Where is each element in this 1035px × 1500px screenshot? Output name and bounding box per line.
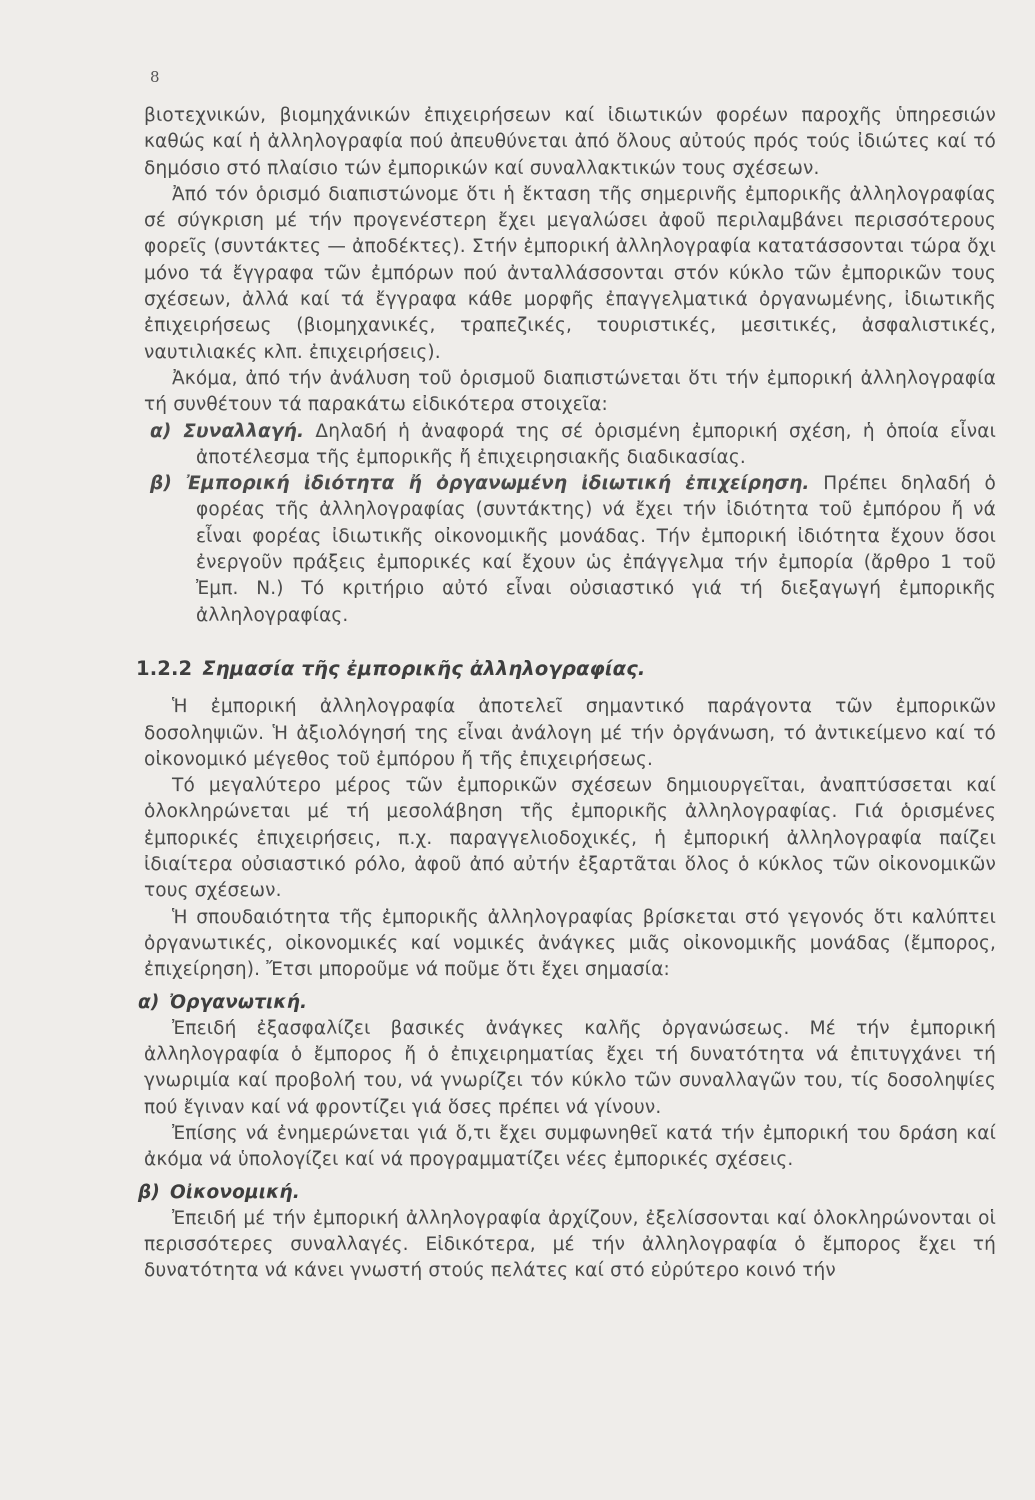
section-title: Σημασία τῆς ἐμπορικῆς ἀλληλογραφίας. [202, 656, 646, 680]
subheading-organizational [138, 990, 996, 1016]
paragraph-elements-intro: Ἀκόμα, ἀπό τήν ἀνάλυση τοῦ ὁρισμοῦ διαπιστώνεται ὅτι τήν ἐμπορική ἀλληλογραφία τή συνθέτουν τά παρακάτω εἰδικότερα στοιχεῖα: [144, 367, 996, 416]
section-paragraph-1: Ἡ ἐμπορική ἀλληλογραφία ἀποτελεῖ σημαντικό παράγοντα τῶν ἐμπορικῶν δοσοληψιῶν. Ἡ ἀξιολόγησή της εἶναι ἀνάλογη μέ τήν ὀργάνωση, τό ἀντικείμενο καί τό οἰκονομικό μέγεθος τοῦ ἐμπόρου ἤ τῆς ἐπιχειρήσεως. [144, 696, 996, 770]
element-item-b-text: Πρέπει δηλαδή ὁ φορέας τῆς ἀλληλογραφίας (συντάκτης) νά ἔχει τήν ἰδιότητα τοῦ ἐμπόρου ἤ νά εἶναι φορέας ἰδιωτικῆς οἰκονομικῆς μονάδας. Τήν ἐμπορική ἰδιότητα ἔχουν ὅσοι ἐνεργοῦν πράξεις ἐμπορικές καί ἔχουν ὡς ἐπάγγελμα τήν ἐμπορία (ἄρθρο 1 τοῦ Ἐμπ. Ν.) Τό κριτήριο αὐτό εἶναι οὐσιαστικό γιά τή διεξαγωγή ἐμπορικῆς ἀλληλογραφίας. [196, 473, 996, 626]
subheading-economic-title: Οἰκονομική. [170, 1181, 300, 1203]
element-item-b [144, 471, 996, 629]
organizational-paragraph-2: Ἐπίσης νά ἐνημερώνεται γιά ὅ,τι ἔχει συμφωνηθεῖ κατά τήν ἐμπορική του δράση καί ἀκόμα νά ὑπολογίζει καί νά προγραμματίζει νέες ἐμπορικές σχέσεις. [144, 1122, 996, 1171]
page-number: 8 [150, 68, 160, 86]
element-item-b-label: β) Ἐμπορική ἰδιότητα ἤ ὀργανωμένη ἰδιωτική ἐπιχείρηση. [150, 473, 810, 495]
section-paragraph-3: Ἡ σπουδαιότητα τῆς ἐμπορικῆς ἀλληλογραφίας βρίσκεται στό γεγονός ὅτι καλύπτει ὀργανωτικές, οἰκονομικές καί νομικές ἀνάγκες μιᾶς οἰκονομικῆς μονάδας (ἔμπορος, ἐπιχείρηση). Ἔτσι μποροῦμε νά ποῦμε ὅτι ἔχει σημασία: [144, 906, 996, 981]
page-body [136, 103, 997, 1285]
paragraph-definition-scope: Ἀπό τόν ὁρισμό διαπιστώνομε ὅτι ἡ ἔκταση τῆς σημερινῆς ἐμπορικῆς ἀλληλογραφίας σέ σύγκριση μέ τήν προγενέστερη ἔχει μεγαλώσει ἀφοῦ περιλαμβάνει περισσότερους φορεῖς (συντάκτες — ἀποδέκτες). Στήν ἐμπορική ἀλληλογραφία κατατάσσονται τώρα ὄχι μόνο τά ἔγγραφα τῶν ἐμπόρων πού ἀνταλλάσσονται στόν κύκλο τῶν ἐμπορικῶν τους σχέσεων, ἀλλά καί τά ἔγγραφα κάθε μορφῆς ἐπαγγελματικά ὀργανωμένης, ἰδιωτικῆς ἐπιχειρήσεως (βιομηχανικές, τραπεζικές, τουριστικές, μεσιτικές, ἀσφαλιστικές, ναυτιλιακές κλπ. ἐπιχειρήσεις). [144, 183, 996, 363]
subheading-organizational-marker: α) [138, 991, 160, 1013]
element-item-a-text: Δηλαδή ἡ ἀναφορά της σέ ὁρισμένη ἐμπορική σχέση, ἡ ὁποία εἶναι ἀποτέλεσμα τῆς ἐμπορικῆς ἤ ἐπιχειρησιακῆς διαδικασίας. [196, 420, 997, 468]
subheading-economic [138, 1180, 996, 1206]
subheading-organizational-title: Ὀργανωτική. [169, 991, 308, 1013]
section-heading [136, 656, 996, 682]
element-item-a-label: α) Συναλλαγή. [150, 420, 305, 442]
element-item-a [144, 419, 996, 472]
economic-paragraph-1: Ἐπειδή μέ τήν ἐμπορική ἀλληλογραφία ἀρχίζουν, ἐξελίσσονται καί ὁλοκληρώνονται οἱ περισσότερες συναλλαγές. Εἰδικότερα, μέ τήν ἀλληλογραφία ὁ ἔμπορος ἔχει τή δυνατότητα νά κάνει γνωστή στούς πελάτες καί στό εὐρύτερο κοινό τήν [144, 1207, 996, 1282]
organizational-paragraph-1: Ἐπειδή ἐξασφαλίζει βασικές ἀνάγκες καλῆς ὀργανώσεως. Μέ τήν ἐμπορική ἀλληλογραφία ὁ ἔμπορος ἤ ὁ ἐπιχειρηματίας ἔχει τή δυνατότητα νά ἐπιτυγχάνει τή γνωριμία καί προβολή του, νά γνωρίζει τόν κύκλο τῶν συναλλαγῶν του, τίς δοσοληψίες πού ἔγιναν καί νά φροντίζει γιά ὅσες πρέπει νά γίνουν. [144, 1017, 996, 1118]
section-number: 1.2.2 [136, 656, 193, 680]
subheading-economic-marker: β) [138, 1181, 160, 1203]
paragraph-continuation: βιοτεχνικών, βιομηχάνικών ἐπιχειρήσεων καί ἰδιωτικών φορέων παροχῆς ὑπηρεσιών καθώς καί ἡ ἀλληλογραφία πού ἀπευθύνεται ἀπό ὅλους αὐτούς πρός τούς ἰδιώτες καί τό δημόσιο στό πλαίσιο τών ἐμπορικών καί συναλλακτικών τους σχέσεων. [144, 105, 996, 179]
section-paragraph-2: Τό μεγαλύτερο μέρος τῶν ἐμπορικῶν σχέσεων δημιουργεῖται, ἀναπτύσσεται καί ὁλοκληρώνεται μέ τή μεσολάβηση τῆς ἐμπορικῆς ἀλληλογραφίας. Γιά ὁρισμένες ἐμπορικές ἐπιχειρήσεις, π.χ. παραγγελιοδοχικές, ἡ ἐμπορική ἀλληλογραφία παίζει ἰδιαίτερα οὐσιαστικό ρόλο, ἀφοῦ ἀπό αὐτήν ἐξαρτᾶται ὅλος ὁ κύκλος τῶν οἰκονομικῶν τους σχέσεων. [144, 775, 996, 902]
